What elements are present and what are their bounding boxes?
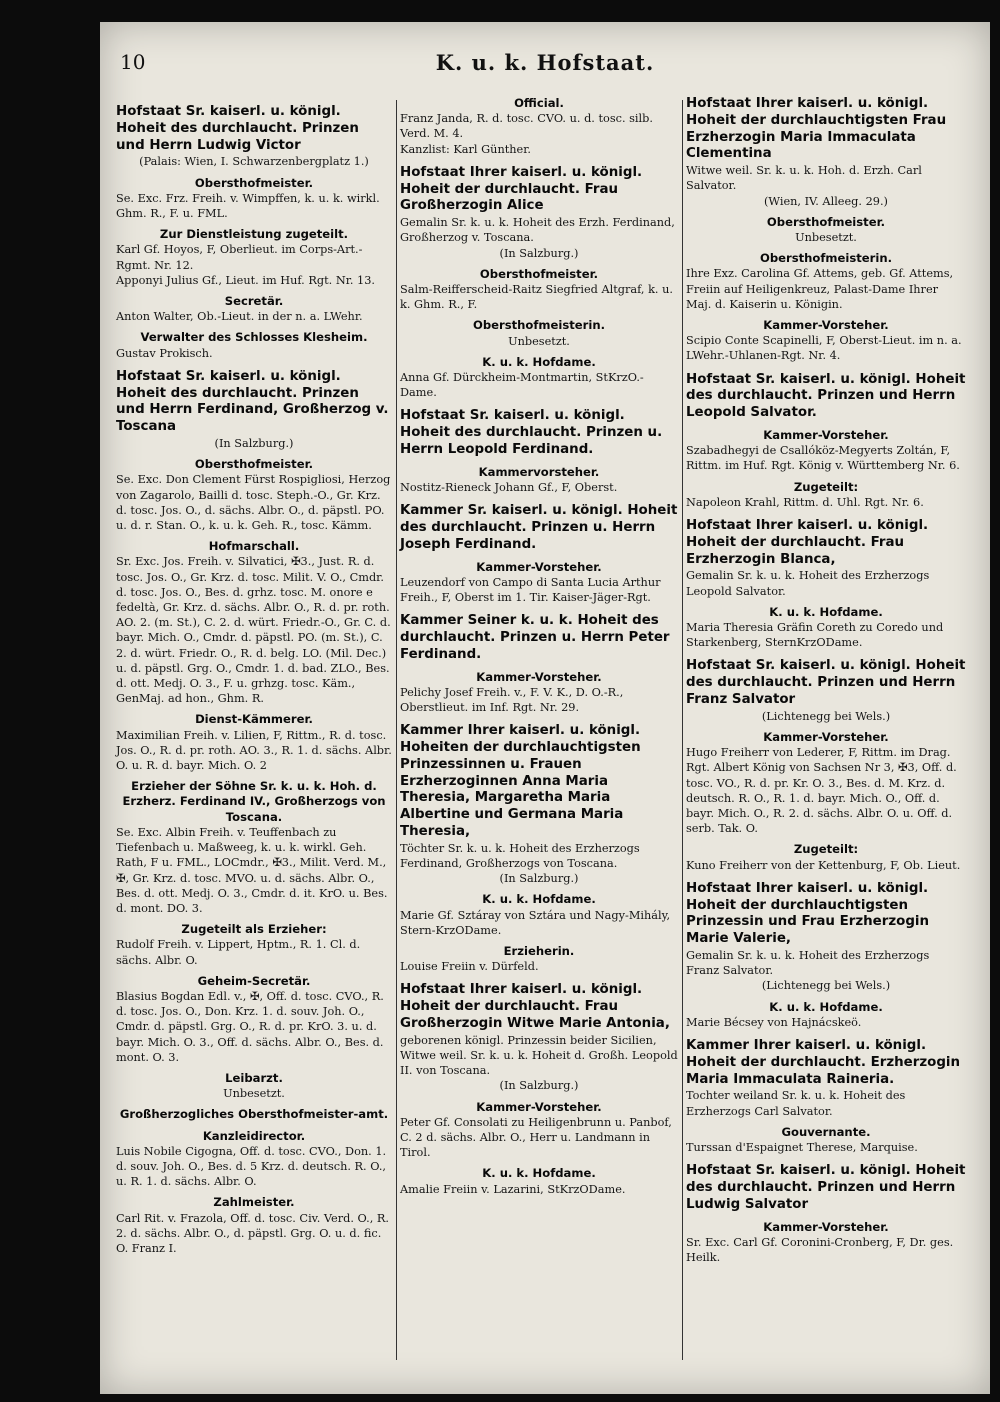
entry-text: Turssan d'Espaignet Therese, Marquise. bbox=[686, 1141, 918, 1155]
column-middle bbox=[400, 96, 678, 1197]
entry-text: Sr. Exc. Carl Gf. Coronini-Cronberg, F, Dr. ges. Heilk. bbox=[686, 1235, 954, 1265]
entry-text: Witwe weil. Sr. k. u. k. Hoh. d. Erzh. Carl Salvator. bbox=[686, 164, 922, 193]
entry-text: Gustav Prokisch. bbox=[116, 346, 213, 360]
office-subheading: Kammer-Vorsteher. bbox=[763, 1219, 889, 1234]
entry-text: Hugo Freiherr von Lederer, F, Rittm. im Drag. Rgt. Albert König von Sachsen Nr 3, ✠3, Off. d. tosc. VO., R. d. pr. Kr. O. 3., Bes. d. M. Krz. d. deutsch. R. O., R. 1. d. bayr. Mich. O., Off. d. bayr. Mich. O., R. 2. d. sächs. Albr. O. u. Off. d. serb. Tak. O. bbox=[686, 746, 957, 836]
office-subheading: Kammer-Vorsteher. bbox=[763, 428, 889, 443]
entry-text: (In Salzburg.) bbox=[499, 246, 579, 260]
entry-text: Salm-Reifferscheid-Raitz Siegfried Altgraf, k. u. k. Ghm. R., F. bbox=[400, 283, 673, 312]
office-subheading: Kammer-Vorsteher. bbox=[763, 318, 889, 333]
running-head: K. u. k. Hofstaat. bbox=[435, 50, 655, 75]
entry-text: (In Salzburg.) bbox=[214, 437, 294, 451]
entry-text: Amalie Freiin v. Lazarini, StKrzODame. bbox=[400, 1182, 626, 1196]
document-page bbox=[100, 22, 990, 1394]
section-heading: Hofstaat Ihrer kaiserl. u. königl. Hoheit der durchlaucht. Frau Erzherzogin Blanca, bbox=[686, 518, 929, 567]
office-subheading: Obersthofmeister. bbox=[766, 214, 886, 229]
office-subheading: Kanzleidirector. bbox=[202, 1128, 306, 1143]
office-subheading: Dienst-Kämmerer. bbox=[195, 712, 313, 727]
office-subheading: Gouvernante. bbox=[781, 1124, 871, 1139]
section-heading: Kammer Ihrer kaiserl. u. königl. Hoheit der durchlaucht. Erzherzogin Maria Immaculata Raineria. bbox=[686, 1038, 961, 1087]
entry-text: Töchter Sr. k. u. k. Hoheit des Erzherzogs Ferdinand, Großherzogs von Toscana. bbox=[400, 841, 640, 871]
office-subheading: Erzieher der Söhne Sr. k. u. k. Hoh. d. Erzherz. Ferdinand IV., Großherzogs von Toscana. bbox=[122, 779, 386, 824]
section-heading: Hofstaat Ihrer kaiserl. u. königl. Hoheit der durchlauchtigsten Prinzessin und Frau Erzherzogin Marie Valerie, bbox=[686, 880, 930, 947]
office-subheading: K. u. k. Hofdame. bbox=[482, 354, 596, 369]
office-subheading: Kammer-Vorsteher. bbox=[476, 1099, 602, 1114]
entry-text: Louise Freiin v. Dürfeld. bbox=[400, 960, 539, 974]
office-subheading: Kammervorsteher. bbox=[478, 464, 600, 479]
entry-text: Nostitz-Rieneck Johann Gf., F, Oberst. bbox=[400, 481, 618, 495]
office-subheading: Kammer-Vorsteher. bbox=[763, 730, 889, 745]
entry-text: Napoleon Krahl, Rittm. d. Uhl. Rgt. Nr. 6. bbox=[686, 495, 924, 509]
office-subheading: Obersthofmeisterin. bbox=[472, 318, 605, 333]
office-subheading: K. u. k. Hofdame. bbox=[769, 604, 883, 619]
entry-text: Marie Bécsey von Hajnácskeö. bbox=[686, 1015, 862, 1029]
office-subheading: Großherzogliches Obersthofmeister-amt. bbox=[119, 1107, 389, 1122]
entry-text: Se. Exc. Albin Freih. v. Teuffenbach zu Tiefenbach u. Maßweeg, k. u. k. wirkl. Geh. Rath, F u. FML., LOCmdr., ✠3., Milit. Verd. M., ✠, Gr. Krz. d. tosc. MVO. u. d. sächs. Albr. O., Bes. d. ott. Medj. O. 3., Cmdr. d. it. KrO. u. Bes. d. mont. DO. 3. bbox=[116, 825, 388, 915]
office-subheading: Hofmarschall. bbox=[208, 539, 300, 554]
entry-text: Blasius Bogdan Edl. v., ✠, Off. d. tosc. CVO., R. d. tosc. Jos. O., Don. Krz. 1. d. souv. Joh. O., Cmdr. d. päpstl. Grg. O., R. d. pr. KrO. 3. u. d. bayr. Mich. O. 3., Off. d. sächs. Albr. O., Bes. d. mont. O. 3. bbox=[116, 989, 384, 1064]
office-subheading: Zur Dienstleistung zugeteilt. bbox=[159, 227, 349, 242]
entry-text: Kuno Freiherr von der Kettenburg, F, Ob. Lieut. bbox=[686, 858, 961, 872]
office-subheading: Zugeteilt: bbox=[793, 842, 859, 857]
entry-text: Leuzendorf von Campo di Santa Lucia Arthur Freih., F, Oberst im 1. Tir. Kaiser-Jäger-Rgt. bbox=[400, 575, 661, 605]
entry-text: Peter Gf. Consolati zu Heiligenbrunn u. Panbof, C. 2 d. sächs. Albr. O., Herr u. Landmann in Tirol. bbox=[400, 1115, 672, 1160]
section-heading: Hofstaat Sr. kaiserl. u. königl. Hoheit des durchlaucht. Prinzen und Herrn Ferdinand, Großherzog v. Toscana bbox=[116, 368, 389, 435]
entry-text: Unbesetzt. bbox=[795, 231, 857, 244]
office-subheading: Kammer-Vorsteher. bbox=[476, 669, 602, 684]
office-subheading: Obersthofmeister. bbox=[194, 457, 314, 472]
page-header bbox=[100, 50, 990, 90]
section-heading: Hofstaat Sr. kaiserl. u. königl. Hoheit des durchlaucht. Prinzen u. Herrn Leopold Ferdinand. bbox=[400, 408, 663, 458]
entry-text: Luis Nobile Cigogna, Off. d. tosc. CVO., Don. 1. d. souv. Joh. O., Bes. d. 5 Krz. d. deutsch. R. O., u. R. 1. d. sächs. Albr. O. bbox=[116, 1144, 387, 1189]
column-divider bbox=[682, 100, 683, 1360]
entry-text: (In Salzburg.) bbox=[499, 1079, 579, 1093]
office-subheading: Secretär. bbox=[224, 294, 284, 309]
office-subheading: Zahlmeister. bbox=[213, 1195, 295, 1210]
entry-text: (Wien, IV. Alleeg. 29.) bbox=[764, 194, 888, 208]
entry-text: Tochter weiland Sr. k. u. k. Hoheit des Erzherzogs Carl Salvator. bbox=[686, 1089, 906, 1118]
entry-text: Szabadhegyi de Csallóköz-Megyerts Zoltán, F, Rittm. im Huf. Rgt. König v. Württemberg Nr. 6. bbox=[686, 444, 960, 473]
section-heading: Hofstaat Sr. kaiserl. u. königl. Hoheit des durchlaucht. Prinzen und Herrn Ludwig Victor bbox=[116, 104, 359, 153]
section-heading: Hofstaat Ihrer kaiserl. u. königl. Hoheit der durchlaucht. Frau Großherzogin Alice bbox=[400, 164, 643, 214]
office-subheading: Verwalter des Schlosses Klesheim. bbox=[140, 330, 368, 345]
section-heading: Hofstaat Sr. kaiserl. u. königl. Hoheit des durchlaucht. Prinzen und Herrn Leopold Salvator. bbox=[686, 371, 966, 421]
office-subheading: Erzieherin. bbox=[503, 944, 575, 959]
entry-text: Franz Janda, R. d. tosc. CVO. u. d. tosc. silb. Verd. M. 4. bbox=[400, 112, 653, 141]
column-divider bbox=[396, 100, 397, 1360]
entry-text: (Lichtenegg bei Wels.) bbox=[761, 709, 891, 723]
column-left bbox=[116, 96, 392, 1256]
section-heading: Kammer Seiner k. u. k. Hoheit des durchlaucht. Prinzen u. Herrn Peter Ferdinand. bbox=[400, 613, 670, 662]
office-subheading: Zugeteilt als Erzieher: bbox=[181, 922, 327, 937]
entry-text: Maximilian Freih. v. Lilien, F, Rittm., R. d. tosc. Jos. O., R. d. pr. roth. AO. 3., R. 1. d. sächs. Albr. O. u. R. d. bayr. Mich. O. 2 bbox=[116, 728, 392, 773]
office-subheading: K. u. k. Hofdame. bbox=[482, 1166, 596, 1181]
entry-text: (Lichtenegg bei Wels.) bbox=[761, 979, 891, 993]
page-number: 10 bbox=[120, 50, 146, 74]
section-heading: Hofstaat Ihrer kaiserl. u. königl. Hoheit der durchlaucht. Frau Großherzogin Witwe Marie Antonia, bbox=[400, 982, 670, 1032]
entry-text: Pelichy Josef Freih. v., F. V. K., D. O.-R., Oberstlieut. im Inf. Rgt. Nr. 29. bbox=[400, 685, 624, 715]
entry-text: Sr. Exc. Jos. Freih. v. Silvatici, ✠3., Just. R. d. tosc. Jos. O., Gr. Krz. d. tosc. Milit. V. O., Cmdr. d. tosc. Jos. O., Bes. d. grhz. tosc. M. onore e fedeltà, Gr. Krz. d. sächs. Albr. O., R. d. pr. roth. AO. 2. (m. St.), C. 2. d. würt. Friedr.-O., Gr. C. d. bayr. Mich. O., Cmdr. d. päpstl. PO. (m. St.), C. 2. d. würt. Friedr. O., R. d. belg. LO. (Mil. Dec.) u. d. päpstl. Grg. O., Cmdr. 1. d. bad. ZLO., Bes. d. ott. Medj. O. 3., F. u. grhzg. tosc. Käm., GenMaj. ad hon., Ghm. R. bbox=[116, 555, 391, 706]
entry-text: Se. Exc. Don Clement Fürst Rospigliosi, Herzog von Zagarolo, Bailli d. tosc. Steph.-O., Gr. Krz. d. tosc. Jos. O., d. sächs. Albr. O., d. päpstl. PO. u. d. r. Stan. O., k. u. k. Geh. R., tosc. Kämm. bbox=[116, 473, 391, 533]
entry-text: (In Salzburg.) bbox=[499, 872, 579, 886]
entry-text: Gemalin Sr. k. u. k. Hoheit des Erzh. Ferdinand, Großherzog v. Toscana. bbox=[400, 216, 675, 245]
section-heading: Hofstaat Sr. kaiserl. u. königl. Hoheit des durchlaucht. Prinzen und Herrn Ludwig Salvator bbox=[686, 1163, 966, 1212]
office-subheading: Kammer-Vorsteher. bbox=[476, 559, 602, 574]
office-subheading: Official. bbox=[514, 96, 564, 110]
entry-text: Se. Exc. Frz. Freih. v. Wimpffen, k. u. k. wirkl. Ghm. R., F. u. FML. bbox=[116, 191, 380, 220]
section-heading: Kammer Ihrer kaiserl. u. königl. Hoheiten der durchlauchtigsten Prinzessinnen u. Frauen Erzherzoginnen Anna Maria Theresia, Margaretha Maria Albertine und Germana Maria Theresia, bbox=[400, 723, 641, 840]
entry-text: Marie Gf. Sztáray von Sztára und Nagy-Mihály, Stern-KrzODame. bbox=[400, 908, 671, 937]
office-subheading: K. u. k. Hofdame. bbox=[769, 999, 883, 1014]
entry-text: Unbesetzt. bbox=[223, 1087, 285, 1101]
entry-text: Gemalin Sr. k. u. k. Hoheit des Erzherzogs Leopold Salvator. bbox=[686, 569, 930, 598]
entry-text: (Palais: Wien, I. Schwarzenbergplatz 1.) bbox=[139, 155, 369, 169]
entry-text: Rudolf Freih. v. Lippert, Hptm., R. 1. Cl. d. sächs. Albr. O. bbox=[116, 938, 361, 967]
entry-text: Maria Theresia Gräfin Coreth zu Coredo und Starkenberg, SternKrzODame. bbox=[686, 621, 944, 650]
section-heading: Hofstaat Ihrer kaiserl. u. königl. Hoheit der durchlauchtigsten Frau Erzherzogin Maria Immaculata Clementina bbox=[686, 96, 947, 162]
section-heading: Kammer Sr. kaiserl. u. königl. Hoheit des durchlaucht. Prinzen u. Herrn Joseph Ferdinand. bbox=[400, 503, 678, 552]
office-subheading: Geheim-Secretär. bbox=[197, 973, 311, 988]
entry-text: Unbesetzt. bbox=[508, 334, 570, 348]
office-subheading: Obersthofmeisterin. bbox=[759, 251, 892, 266]
office-subheading: K. u. k. Hofdame. bbox=[482, 892, 596, 907]
entry-text: Karl Gf. Hoyos, F, Oberlieut. im Corps-Art.-Rgmt. Nr. 12. bbox=[116, 243, 363, 272]
office-subheading: Obersthofmeister. bbox=[479, 266, 599, 281]
section-heading: Hofstaat Sr. kaiserl. u. königl. Hoheit des durchlaucht. Prinzen und Herrn Franz Salvator bbox=[686, 658, 966, 708]
entry-text: Gemalin Sr. k. u. k. Hoheit des Erzherzogs Franz Salvator. bbox=[686, 949, 930, 978]
column-right bbox=[686, 96, 966, 1265]
entry-text: Carl Rit. v. Frazola, Off. d. tosc. Civ. Verd. O., R. 2. d. sächs. Albr. O., d. päpstl. Grg. O. u. d. fic. O. Franz I. bbox=[116, 1211, 389, 1255]
entry-text: Apponyi Julius Gf., Lieut. im Huf. Rgt. Nr. 13. bbox=[116, 273, 376, 287]
entry-text: Ihre Exz. Carolina Gf. Attems, geb. Gf. Attems, Freiin auf Heiligenkreuz, Palast-Dame Ihrer Maj. d. Kaiserin u. Königin. bbox=[686, 267, 954, 311]
entry-text: geborenen königl. Prinzessin beider Sicilien, Witwe weil. Sr. k. u. k. Hoheit d. Großh. Leopold II. von Toscana. bbox=[400, 1033, 678, 1078]
entry-text: Kanzlist: Karl Günther. bbox=[400, 142, 531, 156]
office-subheading: Zugeteilt: bbox=[793, 479, 859, 494]
office-subheading: Leibarzt. bbox=[225, 1070, 283, 1085]
entry-text: Scipio Conte Scapinelli, F, Oberst-Lieut. im n. a. LWehr.-Uhlanen-Rgt. Nr. 4. bbox=[686, 334, 962, 363]
office-subheading: Obersthofmeister. bbox=[194, 175, 314, 190]
entry-text: Anton Walter, Ob.-Lieut. in der n. a. LWehr. bbox=[116, 310, 363, 324]
entry-text: Anna Gf. Dürckheim-Montmartin, StKrzO.-Dame. bbox=[400, 371, 644, 400]
